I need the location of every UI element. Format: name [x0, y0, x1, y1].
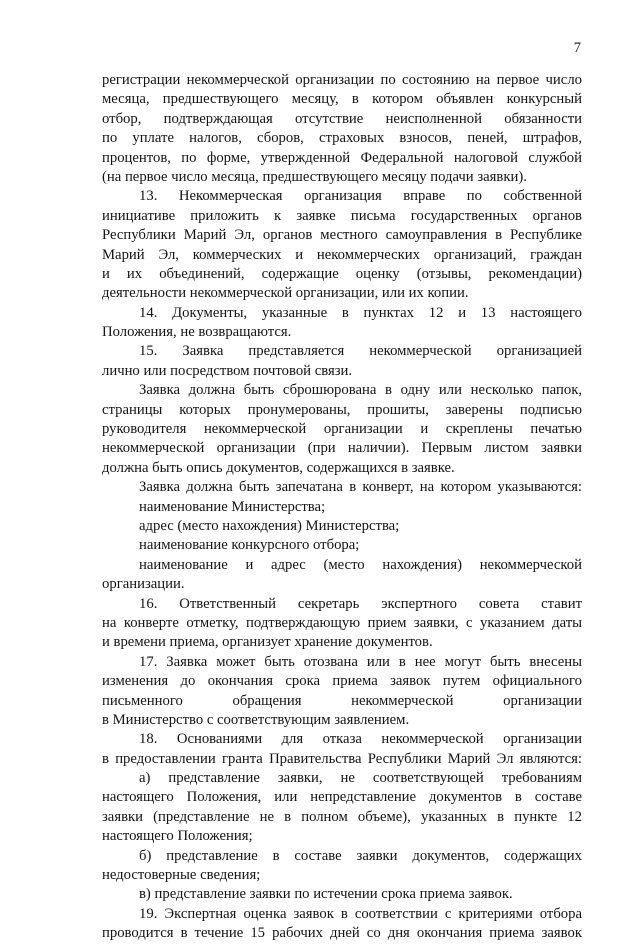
text-line: заявки (представление не в полном объеме), указанных в пункте 12: [102, 808, 582, 825]
text-line: инициативе приложить к заявке письма государственных органов: [102, 207, 582, 224]
text-line: и времени приема, организует хранение документов.: [102, 634, 433, 651]
document-body: [102, 71, 582, 944]
text-line: недостоверные сведения;: [102, 867, 261, 884]
text-line: настоящего Положения, или непредставление документов в составе: [102, 789, 582, 806]
list-item-a: а) представление заявки, не соответствующей требованиям: [139, 770, 582, 787]
text-line: Марий Эл, коммерческих и некоммерческих организаций, граждан: [102, 246, 582, 263]
text-line: и их объединений, содержащие оценку (отзывы, рекомендации): [102, 265, 582, 282]
text-line: по уплате налогов, сборов, страховых взносов, пеней, штрафов,: [102, 130, 582, 147]
list-item: наименование и адрес (место нахождения) некоммерческой: [139, 556, 582, 573]
text-line: страницы которых пронумерованы, прошиты, заверены подписью: [102, 401, 582, 418]
paragraph-16-start: 16. Ответственный секретарь экспертного совета ставит: [139, 595, 582, 612]
list-item: наименование Министерства;: [139, 498, 326, 515]
text-line: руководителя некоммерческой организации и скреплены печатью: [102, 421, 582, 438]
paragraph-17-start: 17. Заявка может быть отозвана или в нее могут быть внесены: [139, 653, 582, 670]
text-line: проводится в течение 15 рабочих дней со дня окончания приема заявок: [102, 925, 582, 942]
text-line: деятельности некоммерческой организации, или их копии.: [102, 285, 469, 302]
paragraph-13-start: 13. Некоммерческая организация вправе по собственной: [139, 188, 582, 205]
text-line: отбор, подтверждающая отсутствие неисполненной обязанности: [102, 110, 582, 127]
paragraph-start: Заявка должна быть запечатана в конверт, на котором указываются:: [139, 479, 582, 496]
text-line: изменения до окончания срока приема заявок путем официального: [102, 673, 582, 690]
paragraph-14-start: 14. Документы, указанные в пунктах 12 и 13 настоящего: [139, 304, 582, 321]
text-line: процентов, по форме, утвержденной Федеральной налоговой службой: [102, 149, 582, 166]
text-line: в Министерство с соответствующим заявлением.: [102, 711, 410, 728]
text-line: лично или посредством почтовой связи.: [102, 362, 353, 379]
text-line: Республики Марий Эл, органов местного самоуправления в Республике: [102, 227, 582, 244]
list-item: наименование конкурсного отбора;: [139, 537, 360, 554]
text-line: организации.: [102, 576, 185, 593]
text-line: (на первое число месяца, предшествующего месяцу подачи заявки).: [102, 168, 527, 185]
text-line: на конверте отметку, подтверждающую прием заявки, с указанием даты: [102, 614, 582, 631]
list-item: адрес (место нахождения) Министерства;: [139, 517, 400, 534]
text-line: месяца, предшествующего месяцу, в котором объявлен конкурсный: [102, 91, 582, 108]
text-line: регистрации некоммерческой организации по состоянию на первое число: [102, 72, 582, 88]
paragraph-start: Заявка должна быть сброшюрована в одну или несколько папок,: [139, 382, 582, 399]
text-line: письменного обращения некоммерческой организации: [102, 692, 582, 709]
paragraph-19-start: 19. Экспертная оценка заявок в соответствии с критериями отбора: [139, 905, 582, 922]
list-item-b: б) представление в составе заявки документов, содержащих: [139, 847, 582, 864]
list-item-c: в) представление заявки по истечении срока приема заявок.: [139, 886, 513, 903]
text-line: некоммерческой организации (при наличии). Первым листом заявки: [102, 440, 582, 457]
text-line: должна быть опись документов, содержащихся в заявке.: [102, 459, 455, 476]
text-line: Положения, не возвращаются.: [102, 324, 292, 341]
page-number: 7: [573, 40, 581, 56]
text-line: в предоставлении гранта Правительства Республики Марий Эл являются:: [102, 750, 582, 767]
text-line: настоящего Положения;: [102, 828, 253, 845]
paragraph-15-start: 15. Заявка представляется некоммерческой организацией: [139, 343, 582, 360]
paragraph-18-start: 18. Основаниями для отказа некоммерческой организации: [139, 731, 582, 748]
